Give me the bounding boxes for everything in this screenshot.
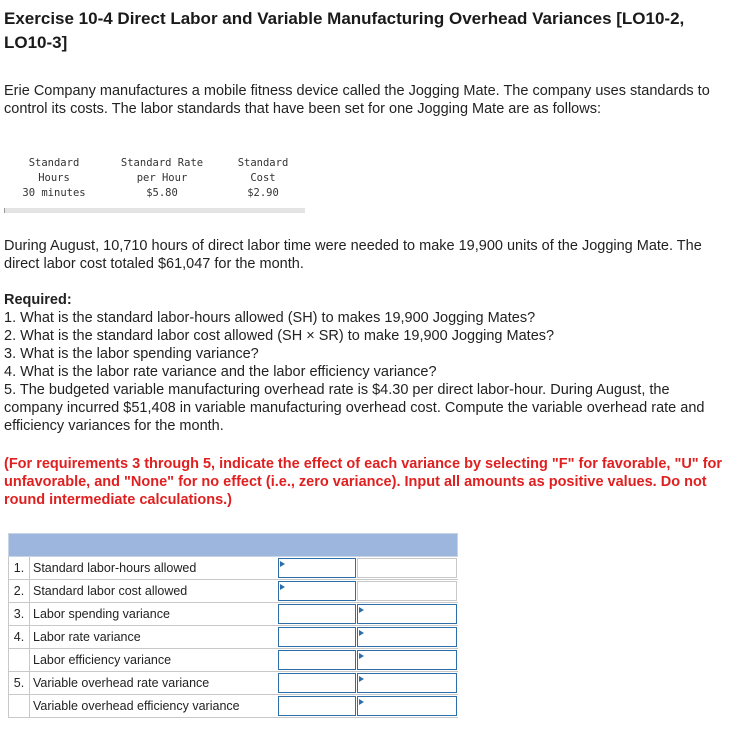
table-row <box>8 603 458 626</box>
column-header: Standard <box>28 157 80 169</box>
required-section <box>4 291 724 435</box>
required-item: 4. What is the labor rate variance and the labor efficiency variance? <box>4 364 437 380</box>
august-paragraph: During August, 10,710 hours of direct labor time were needed to make 19,900 units of the Jogging Mate. The direct labor cost totaled $61,047 for the month. <box>4 238 702 272</box>
column-header: Cost <box>250 172 276 184</box>
table-row <box>8 626 458 649</box>
column-header: Standard <box>237 157 289 169</box>
labor-spending-variance-input[interactable] <box>278 604 356 624</box>
row-label: Variable overhead rate variance <box>33 676 210 690</box>
empty-cell <box>357 558 457 578</box>
row-number: 1. <box>8 557 30 579</box>
labor-efficiency-effect-select[interactable] <box>357 650 457 670</box>
row-label: Variable overhead efficiency variance <box>33 699 240 713</box>
table-scrollbar <box>4 208 305 213</box>
labor-efficiency-variance-input[interactable] <box>278 650 356 670</box>
standard-rate-column <box>112 156 212 201</box>
row-label: Standard labor-hours allowed <box>33 561 197 575</box>
standard-hours-column <box>14 156 94 201</box>
table-row <box>8 649 458 672</box>
instruction-note: (For requirements 3 through 5, indicate the effect of each variance by selecting "F" for favorable, "U" for unfavorable, and "None" for no effect (i.e., zero variance). Input all amounts as positive values. Do not round intermediate calculations.) <box>4 456 723 508</box>
table-row <box>8 557 458 580</box>
column-value: $2.90 <box>247 187 279 199</box>
required-item: 1. What is the standard labor-hours allowed (SH) to makes 19,900 Jogging Mates? <box>4 310 536 326</box>
standard-labor-cost-input[interactable] <box>278 581 356 601</box>
labor-spending-effect-select[interactable] <box>357 604 457 624</box>
dropdown-marker-icon <box>359 699 364 705</box>
table-row <box>8 580 458 603</box>
row-number <box>8 649 30 671</box>
standard-labor-hours-input[interactable] <box>278 558 356 578</box>
variable-overhead-efficiency-effect-select[interactable] <box>357 696 457 716</box>
labor-rate-variance-input[interactable] <box>278 627 356 647</box>
dropdown-marker-icon <box>359 607 364 613</box>
row-label: Labor spending variance <box>33 607 170 621</box>
column-value: $5.80 <box>146 187 178 199</box>
table-row <box>8 695 458 718</box>
cell-marker-icon <box>280 561 285 567</box>
required-item: 5. The budgeted variable manufacturing overhead rate is $4.30 per direct labor-hour. During August, the company incurred $51,408 in variable manufacturing overhead cost. Compute the variable overhead rate and efficiency variances for the month. <box>4 382 705 434</box>
row-label: Labor efficiency variance <box>33 653 172 667</box>
dropdown-marker-icon <box>359 630 364 636</box>
column-header: per Hour <box>136 172 188 184</box>
row-number: 2. <box>8 580 30 602</box>
table-row <box>8 672 458 695</box>
exercise-title: Exercise 10-4 Direct Labor and Variable Manufacturing Overhead Variances [LO10-2, LO10-3] <box>4 9 685 52</box>
row-label: Labor rate variance <box>33 630 141 644</box>
variable-overhead-rate-effect-select[interactable] <box>357 673 457 693</box>
labor-rate-effect-select[interactable] <box>357 627 457 647</box>
variable-overhead-rate-variance-input[interactable] <box>278 673 356 693</box>
required-item: 3. What is the labor spending variance? <box>4 346 259 362</box>
row-number: 4. <box>8 626 30 648</box>
variable-overhead-efficiency-variance-input[interactable] <box>278 696 356 716</box>
row-number <box>8 695 30 717</box>
answer-table <box>8 533 458 718</box>
standard-cost-column <box>228 156 298 201</box>
required-item: 2. What is the standard labor cost allowed (SH × SR) to make 19,900 Jogging Mates? <box>4 328 555 344</box>
row-number: 3. <box>8 603 30 625</box>
labor-standards-table <box>4 152 304 216</box>
dropdown-marker-icon <box>359 653 364 659</box>
required-heading: Required: <box>4 292 72 308</box>
column-header: Standard Rate <box>120 157 204 169</box>
intro-paragraph: Erie Company manufactures a mobile fitness device called the Jogging Mate. The company uses standards to control its costs. The labor standards that have been set for one Jogging Mate are as follows: <box>4 83 710 117</box>
row-label: Standard labor cost allowed <box>33 584 188 598</box>
row-number: 5. <box>8 672 30 694</box>
answer-table-header <box>8 533 458 557</box>
cell-marker-icon <box>280 584 285 590</box>
column-header: Hours <box>38 172 70 184</box>
empty-cell <box>357 581 457 601</box>
dropdown-marker-icon <box>359 676 364 682</box>
column-value: 30 minutes <box>22 187 86 199</box>
